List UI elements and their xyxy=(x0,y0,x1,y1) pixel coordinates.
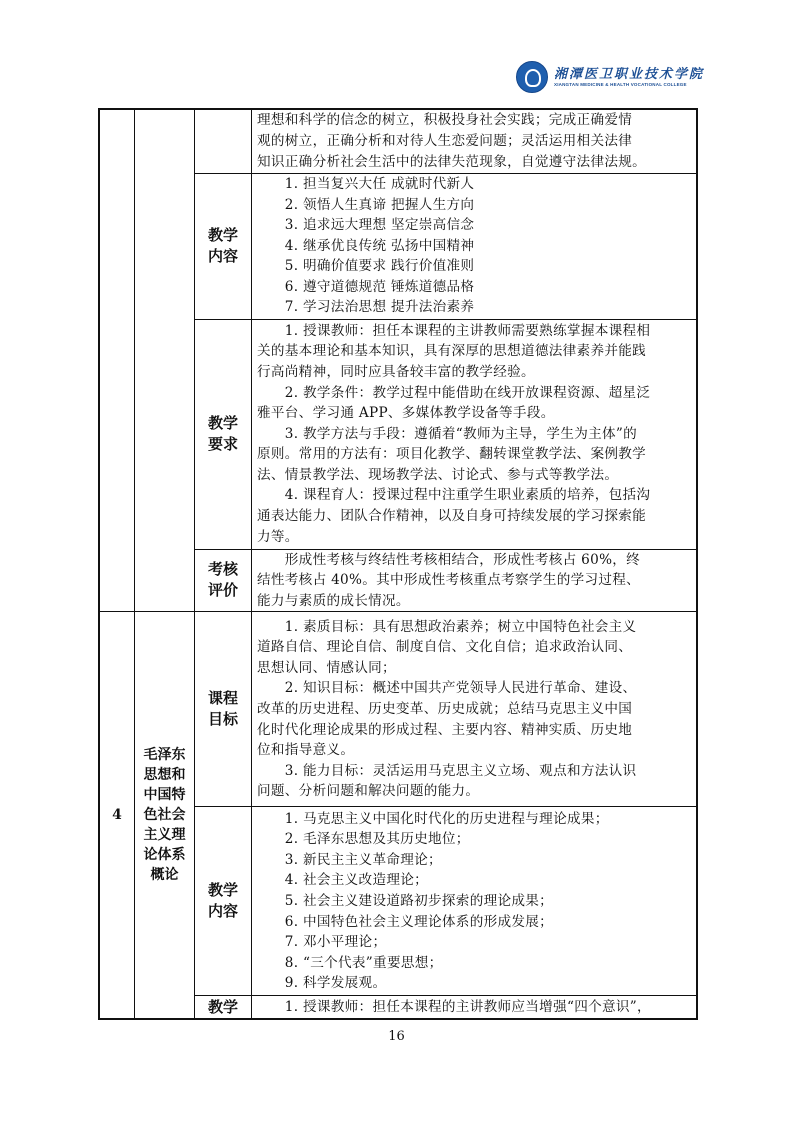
row-content xyxy=(252,807,698,996)
content-line: 理想和科学的信念的树立，积极投身社会实践；完成正确爱情 xyxy=(257,112,633,129)
content-line: 能力与素质的成长情况。 xyxy=(257,592,410,609)
content-line: 雅平台、学习通 APP、多媒体教学设备等手段。 xyxy=(257,405,555,422)
row-label-text: 内容 xyxy=(207,247,238,265)
content-line: 9. 科学发展观。 xyxy=(257,975,387,992)
content-line: 7. 邓小平理论； xyxy=(257,934,387,951)
row-label xyxy=(195,996,252,1019)
row-label-text: 要求 xyxy=(207,435,238,453)
row-label-text: 评价 xyxy=(207,581,238,600)
content-line: 形成性考核与终结性考核相结合，形成性考核占 60%，终 xyxy=(257,551,641,568)
content-line: 思想认同、情感认同； xyxy=(257,659,396,676)
content-line: 2. 教学条件：教学过程中能借助在线开放课程资源、超星泛 xyxy=(257,384,651,401)
content-line: 2. 知识目标：概述中国共产党领导人民进行革命、建设、 xyxy=(257,680,637,697)
content-line: 7. 学习法治思想 提升法治素养 xyxy=(257,299,475,316)
course-name-line: 概论 xyxy=(150,867,179,884)
content-line: 道路自信、理论自信、制度自信、文化自信；追求政治认同、 xyxy=(257,639,633,656)
content-line: 3. 教学方法与手段：遵循着“教师为主导，学生为主体”的 xyxy=(257,425,638,442)
page-number: 16 xyxy=(388,1029,405,1044)
content-line: 2. 毛泽东思想及其历史地位； xyxy=(257,831,470,848)
course-name-line: 色社会 xyxy=(143,807,186,824)
content-line: 知识正确分析社会生活中的法律失范现象，自觉遵守法律法规。 xyxy=(257,153,647,170)
logo-english-name: XIANGTAN MEDICINE & HEALTH VOCATIONAL COLLEGE xyxy=(554,81,687,87)
college-emblem-icon xyxy=(516,61,548,93)
row-content xyxy=(252,612,698,807)
content-line: 1. 素质目标：具有思想政治素养；树立中国特色社会主义 xyxy=(257,618,637,635)
content-line: 行高尚精神，同时应具备较丰富的教学经验。 xyxy=(257,363,535,380)
content-line: 4. 继承优良传统 弘扬中国精神 xyxy=(257,237,475,254)
college-logo xyxy=(516,61,704,93)
course-name xyxy=(135,612,195,1019)
row-label-text: 考核 xyxy=(207,560,238,579)
row-label-text: 教学 xyxy=(207,997,238,1016)
content-line: 原则。常用的方法有：项目化教学、翻转课堂教学法、案例教学 xyxy=(257,446,647,463)
logo-chinese-name: 湘潭医卫职业技术学院 xyxy=(554,66,705,82)
course-name-cell-3 xyxy=(135,109,195,612)
content-line: 2. 领悟人生真谛 把握人生方向 xyxy=(257,196,475,213)
row-content xyxy=(252,109,698,173)
content-line: 4. 课程育人：授课过程中注重学生职业素质的培养，包括沟 xyxy=(257,487,651,504)
content-line: 观的树立，正确分析和对待人生恋爱问题；灵活运用相关法律 xyxy=(257,132,633,149)
row-label-text: 教学 xyxy=(207,226,238,244)
course-name-line: 主义理 xyxy=(143,827,186,844)
row-label xyxy=(195,173,252,319)
content-line: 1. 担当复兴大任 成就时代新人 xyxy=(257,175,475,192)
content-line: 法、情景教学法、现场教学法、讨论式、参与式等教学法。 xyxy=(257,466,619,483)
row-content xyxy=(252,549,698,612)
content-line: 1. 授课教师：担任本课程的主讲教师应当增强“四个意识”， xyxy=(257,998,651,1015)
content-line: 1. 马克思主义中国化时代化的历史进程与理论成果； xyxy=(257,810,609,827)
row-content xyxy=(252,173,698,319)
row-label-text: 教学 xyxy=(207,881,238,900)
row-label xyxy=(195,612,252,807)
content-line: 关的基本理论和基本知识，具有深厚的思想道德法律素养并能践 xyxy=(257,343,647,360)
content-line: 结性考核占 40%。其中形成性考核重点考察学生的学习过程、 xyxy=(257,572,641,589)
content-line: 6. 遵守道德规范 锤炼道德品格 xyxy=(257,278,475,295)
content-line: 3. 新民主主义革命理论； xyxy=(257,851,442,868)
content-line: 通表达能力、团队合作精神，以及自身可持续发展的学习探索能 xyxy=(257,508,647,525)
content-line: 5. 社会主义建设道路初步探索的理论成果； xyxy=(257,892,554,909)
course-name-text xyxy=(142,745,188,885)
row-content xyxy=(252,996,698,1019)
content-line: 3. 能力目标：灵活运用马克思主义立场、观点和方法认识 xyxy=(257,762,637,779)
row-label xyxy=(195,549,252,612)
row-label-text: 目标 xyxy=(207,710,238,729)
course-name-line: 中国特 xyxy=(143,787,186,804)
row-label-text: 教学 xyxy=(207,414,238,432)
content-line: 6. 中国特色社会主义理论体系的形成发展； xyxy=(257,913,554,930)
row-content xyxy=(252,319,698,549)
row-label xyxy=(195,109,252,173)
content-line: 4. 社会主义改造理论； xyxy=(257,872,429,889)
content-line: 3. 追求远大理想 坚定崇高信念 xyxy=(257,217,475,234)
row-label-text: 内容 xyxy=(207,902,238,921)
content-line: 位和指导意义。 xyxy=(257,742,355,759)
course-name-line: 思想和 xyxy=(143,767,186,784)
course-number-cell-3 xyxy=(99,109,135,612)
content-line: 力等。 xyxy=(257,528,299,545)
content-line: 改革的历史进程、历史变革、历史成就；总结马克思主义中国 xyxy=(257,700,633,717)
content-line: 1. 授课教师：担任本课程的主讲教师需要熟练掌握本课程相 xyxy=(257,322,651,339)
content-line: 5. 明确价值要求 践行价值准则 xyxy=(257,258,475,275)
course-name-line: 毛泽东 xyxy=(143,747,186,764)
row-label xyxy=(195,319,252,549)
course-name-line: 论体系 xyxy=(143,847,186,864)
curriculum-table xyxy=(98,108,698,1020)
course-number: 4 xyxy=(99,612,135,1019)
row-label xyxy=(195,807,252,996)
content-line: 8. “三个代表”重要思想； xyxy=(257,954,443,971)
content-line: 问题、分析问题和解决问题的能力。 xyxy=(257,783,480,800)
content-line: 化时代化理论成果的形成过程、主要内容、精神实质、历史地 xyxy=(257,721,633,738)
row-label-text: 课程 xyxy=(207,689,238,708)
